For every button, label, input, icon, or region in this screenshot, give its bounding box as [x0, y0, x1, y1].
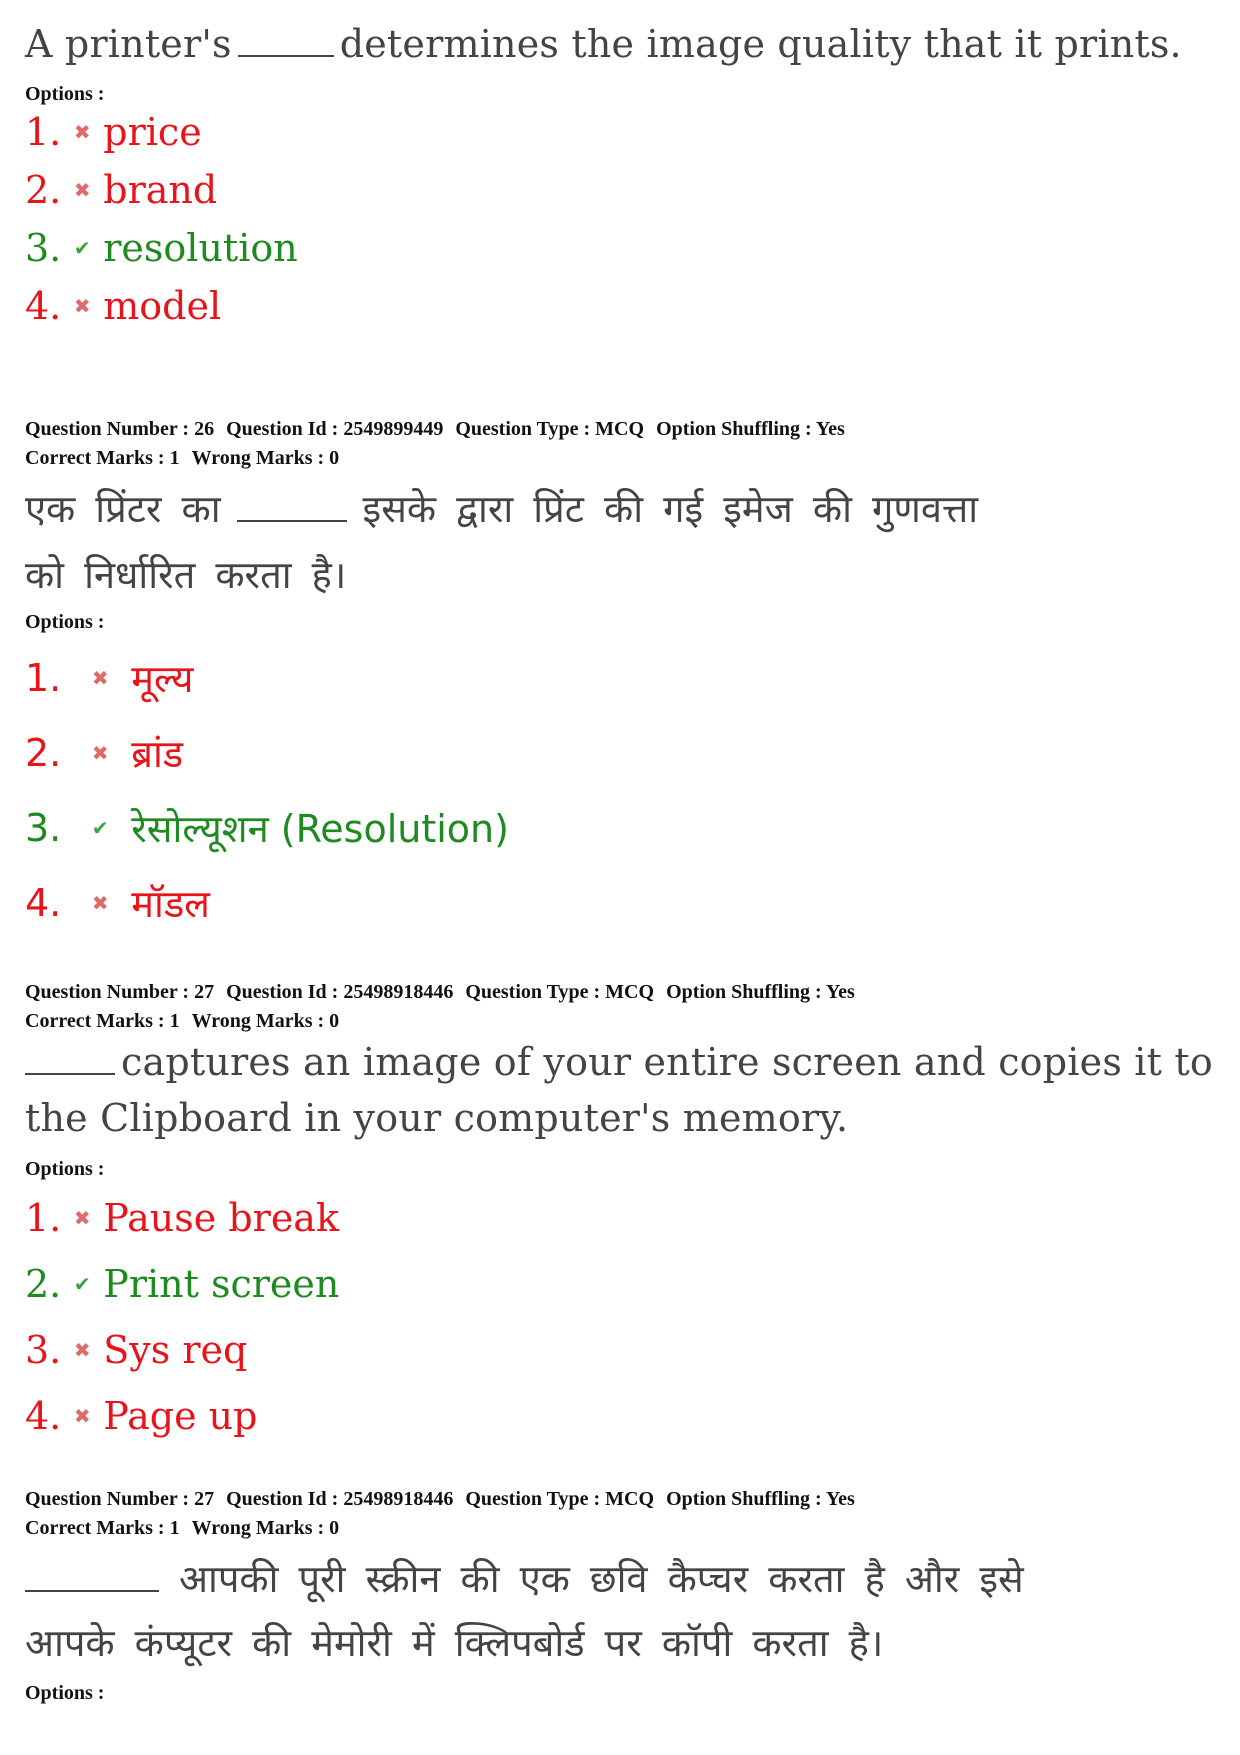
option-number: 2. [25, 731, 62, 775]
options-label: Options : [25, 611, 105, 633]
check-mark-icon: ✔ [73, 236, 91, 260]
answer-blank [25, 1073, 115, 1075]
option-2 [25, 1262, 339, 1306]
option-shuffling: Option Shuffling : Yes [666, 1488, 855, 1510]
question-text-after: आपकी पूरी स्क्रीन की एक छवि कैप्चर करता है और इसे [179, 1557, 1024, 1601]
option-text: ब्रांड [131, 732, 184, 776]
question-number: Question Number : 27 [25, 981, 215, 1003]
question-meta [25, 978, 855, 1036]
check-mark-icon: ✔ [91, 816, 109, 840]
answer-blank [237, 520, 347, 522]
wrong-mark-icon: ✖ [91, 741, 109, 765]
wrong-mark-icon: ✖ [73, 294, 91, 318]
question-text [25, 22, 1182, 66]
answer-blank [238, 55, 334, 57]
option-4 [25, 877, 210, 929]
question-text-line-1 [25, 1552, 1024, 1604]
option-number: 4. [25, 284, 62, 328]
option-4 [25, 1394, 257, 1438]
question-id: Question Id : 25498918446 [226, 981, 454, 1003]
option-3 [25, 226, 298, 270]
option-text: Page up [103, 1394, 258, 1438]
option-number: 1. [25, 1196, 62, 1240]
option-number: 3. [25, 1328, 62, 1372]
option-number: 3. [25, 226, 62, 270]
wrong-marks: Wrong Marks : 0 [191, 447, 340, 469]
wrong-mark-icon: ✖ [73, 178, 91, 202]
question-text-before: A printer's [25, 22, 232, 66]
option-text: Sys req [103, 1328, 248, 1372]
wrong-mark-icon: ✖ [73, 120, 91, 144]
option-1 [25, 1196, 339, 1240]
question-meta [25, 415, 845, 473]
question-type: Question Type : MCQ [465, 981, 655, 1003]
option-text: resolution [103, 226, 298, 270]
wrong-marks: Wrong Marks : 0 [191, 1010, 340, 1032]
question-text-after: determines the image quality that it prints. [339, 22, 1182, 66]
option-text: मूल्य [131, 657, 194, 701]
question-text-line-2: आपके कंप्यूटर की मेमोरी में क्लिपबोर्ड पर कॉपी करता है। [25, 1621, 884, 1665]
option-1 [25, 110, 202, 154]
check-mark-icon: ✔ [73, 1272, 91, 1296]
option-number: 2. [25, 168, 62, 212]
question-id: Question Id : 25498918446 [226, 1488, 454, 1510]
option-1 [25, 652, 193, 704]
correct-marks: Correct Marks : 1 [25, 447, 180, 469]
question-meta [25, 1485, 855, 1543]
wrong-mark-icon: ✖ [73, 1404, 91, 1428]
wrong-mark-icon: ✖ [73, 1338, 91, 1362]
question-number: Question Number : 27 [25, 1488, 215, 1510]
option-text: model [103, 284, 222, 328]
option-number: 1. [25, 110, 62, 154]
option-text: Print screen [103, 1262, 340, 1306]
question-id: Question Id : 2549899449 [226, 418, 444, 440]
option-2 [25, 727, 183, 779]
option-3 [25, 802, 509, 854]
wrong-marks: Wrong Marks : 0 [191, 1517, 340, 1539]
option-text: price [103, 110, 202, 154]
question-text-after: इसके द्वारा प्रिंट की गई इमेज की गुणवत्ता [362, 487, 979, 531]
question-text-line-1 [25, 482, 978, 534]
wrong-mark-icon: ✖ [91, 891, 109, 915]
question-text-line-2: को निर्धारित करता है। [25, 553, 347, 597]
question-text-line-2: the Clipboard in your computer's memory. [25, 1096, 849, 1140]
option-shuffling: Option Shuffling : Yes [666, 981, 855, 1003]
correct-marks: Correct Marks : 1 [25, 1517, 180, 1539]
option-number: 4. [25, 1394, 62, 1438]
option-4 [25, 284, 221, 328]
options-label: Options : [25, 83, 105, 105]
option-2 [25, 168, 217, 212]
question-text-before: एक प्रिंटर का [25, 487, 221, 531]
option-number: 2. [25, 1262, 62, 1306]
option-number: 1. [25, 656, 62, 700]
option-text: मॉडल [131, 882, 210, 926]
wrong-mark-icon: ✖ [91, 666, 109, 690]
option-text: brand [103, 168, 218, 212]
options-label: Options : [25, 1682, 105, 1704]
correct-marks: Correct Marks : 1 [25, 1010, 180, 1032]
option-text: Pause break [103, 1196, 339, 1240]
wrong-mark-icon: ✖ [73, 1206, 91, 1230]
question-type: Question Type : MCQ [455, 418, 645, 440]
question-text-line-1 [25, 1040, 1213, 1084]
option-3 [25, 1328, 247, 1372]
question-text-after: captures an image of your entire screen and copies it to [121, 1040, 1213, 1084]
option-number: 3. [25, 806, 62, 850]
option-shuffling: Option Shuffling : Yes [656, 418, 845, 440]
option-text: रेसोल्यूशन (Resolution) [131, 807, 509, 851]
answer-blank [25, 1590, 159, 1592]
options-label: Options : [25, 1158, 105, 1180]
question-number: Question Number : 26 [25, 418, 215, 440]
question-type: Question Type : MCQ [465, 1488, 655, 1510]
option-number: 4. [25, 881, 62, 925]
